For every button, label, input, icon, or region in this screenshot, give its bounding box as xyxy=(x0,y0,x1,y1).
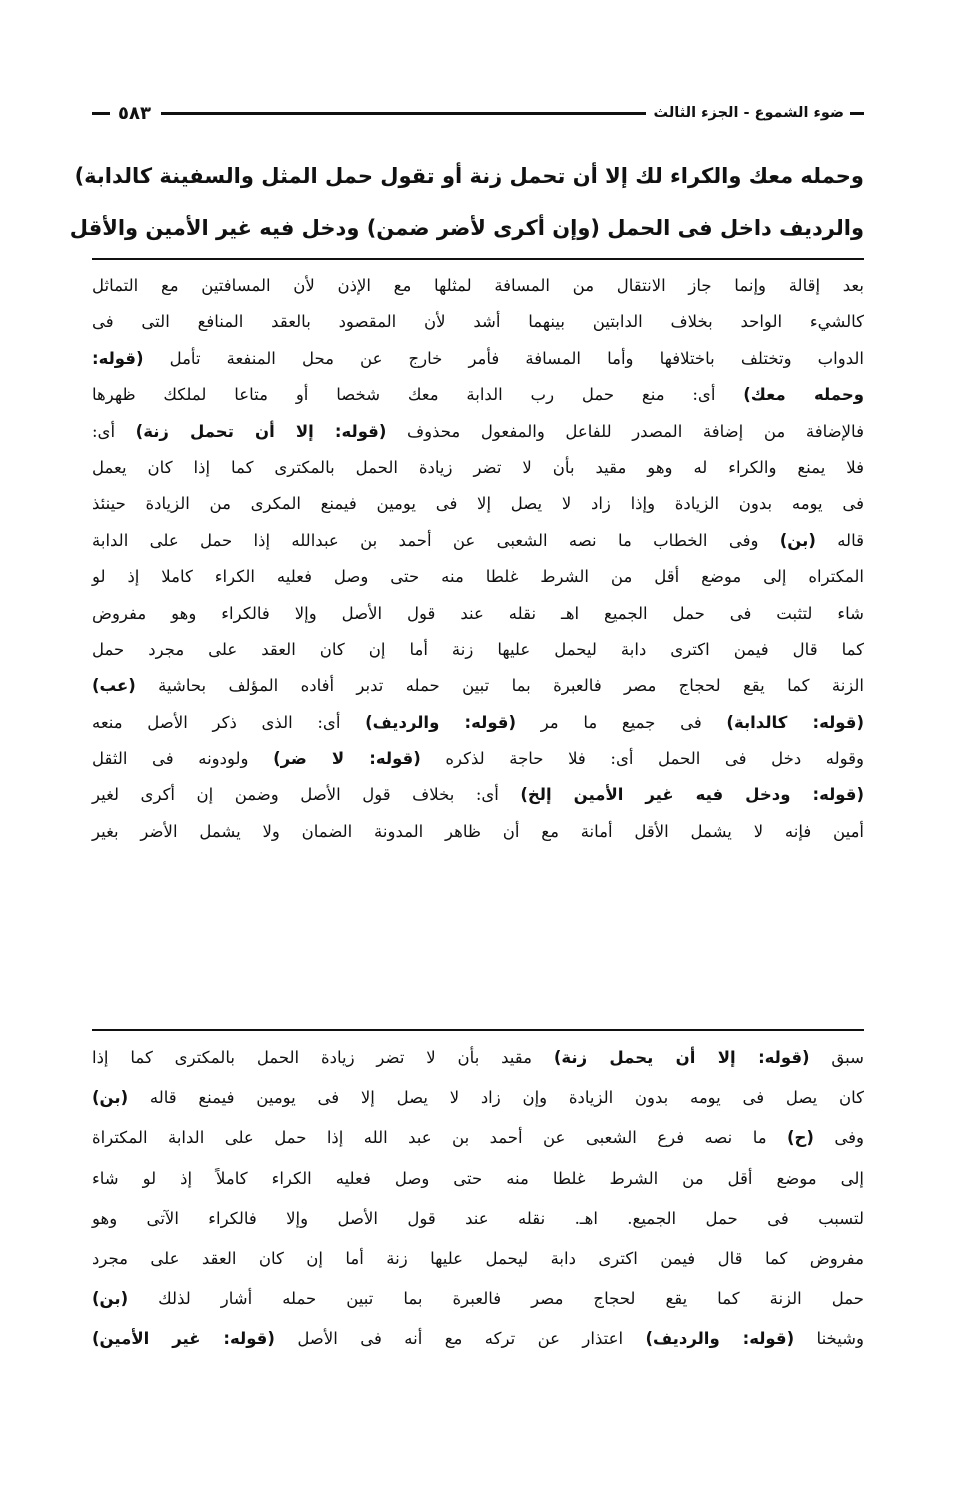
gloss-line xyxy=(92,1319,864,1359)
page-number: ٥٨٣ xyxy=(118,102,151,124)
commentary-line xyxy=(92,377,864,413)
commentary-line xyxy=(92,486,864,522)
text-segment: سبق xyxy=(809,1048,864,1067)
bold-segment: (عب) xyxy=(92,676,136,696)
text-segment: قاله xyxy=(815,530,864,550)
commentary-line xyxy=(92,668,864,704)
text-segment: فى يومه بدون الزيادة وإذا زاد لا يصل إلا فى يومين فيمنع المكرى من الزيادة حينئذ xyxy=(92,494,864,514)
text-segment: ما نصه فرع الشعبى عن أحمد بن عبد الله إذا حمل على الدابة المكتراة xyxy=(92,1128,787,1148)
commentary-text xyxy=(92,268,864,850)
gloss-line xyxy=(92,1279,864,1319)
commentary-line xyxy=(92,268,864,304)
text-segment: المكتراه إلى موضع أقل من الشرط غلطا منه حتى وصل فعليه الكراء كاملا إذ لو xyxy=(92,567,864,587)
commentary-line xyxy=(92,777,864,813)
text-segment: الدواب وتختلف باختلافها وأما المسافة فأمر خارج عن محل المنفعة تأمل xyxy=(143,348,864,368)
bold-segment: (قوله: غير الأمين) xyxy=(92,1329,275,1349)
bold-segment: (قوله: والرديف) xyxy=(365,712,517,732)
gloss-line xyxy=(92,1159,864,1199)
footnote-divider xyxy=(92,1029,864,1031)
gloss-line xyxy=(92,1239,864,1279)
text-segment: كان يصل فى يومه بدون الزيادة وإن زاد لا يصل إلا فى يومين فيمنع قاله xyxy=(128,1088,864,1108)
bold-segment: (قوله: والرديف) xyxy=(645,1329,795,1349)
gloss-line xyxy=(92,1118,864,1158)
bold-segment: (بن) xyxy=(92,1088,129,1108)
commentary-line xyxy=(92,559,864,595)
matn-line xyxy=(69,202,864,254)
commentary-line xyxy=(92,523,864,559)
header-rule xyxy=(161,112,646,115)
text-segment: كما قال فيمن اكترى دابة ليحمل عليها زنة أما إن كان العقد على مجرد حمل xyxy=(92,639,864,659)
header-dash-right xyxy=(850,112,864,115)
text-segment: أى: xyxy=(92,421,136,441)
running-title: ضوء الشموع - الجزء الثالث xyxy=(653,105,844,121)
text-segment: فلا يمنع والكراء له وهو مقيد بأن لا تضر زيادة الحمل بالمكترى كما إذا كان يعمل xyxy=(92,457,864,477)
commentary-line xyxy=(92,450,864,486)
gloss-text xyxy=(92,1038,864,1360)
text-segment: ولودونه فى الثقل xyxy=(92,749,274,769)
bold-segment: (ح) xyxy=(786,1128,814,1148)
bold-segment: (قوله: لا ضر) xyxy=(273,749,421,769)
text-segment: بعد إقالة وإنما جاز الانتقال من المسافة لمثلها مع الإذن لأن المسافتين مع التماثل xyxy=(92,276,864,295)
text-segment: لتسبب فى حمل الجميع. اهـ. نقله عند قول الأصل وإلا فالكراء الآتى وهو xyxy=(92,1208,864,1228)
text-segment: أى: بخلاف قول الأصل وضمن إن أكرى لغير xyxy=(92,785,521,805)
bold-segment: (قوله: إلا أن تحمل زنة) xyxy=(135,421,387,441)
matn-rule xyxy=(92,258,864,260)
matn-line xyxy=(74,150,864,202)
text-segment: وقوله دخل فى الحمل أى: فلا حاجة لذكره xyxy=(420,749,864,769)
text-segment: مفروض كما قال فيمن اكترى دابة ليحمل عليها زنة أما إن كان العقد على مجرد xyxy=(92,1248,864,1268)
text-segment: اعتذار عن تركه مع أنه فى الأصل xyxy=(274,1329,646,1349)
commentary-line xyxy=(92,705,864,741)
text-segment: مقيد بأن لا تضر زيادة الحمل بالمكترى كما إذا xyxy=(92,1048,554,1067)
bold-segment: (قوله: ودخل فيه غير الأمين إلخ) xyxy=(520,785,864,805)
commentary-line xyxy=(92,341,864,377)
commentary-line xyxy=(92,741,864,777)
bold-segment: وحمله معك والكراء لك إلا أن تحمل زنة أو تقول حمل المثل والسفينة كالدابة) xyxy=(74,164,864,188)
text-segment: أمين فإنه لا يشمل الأقل أمانة مع أن ظاهر المدونة الضمان ولا يشمل الأضر بغير xyxy=(92,821,864,841)
commentary-line xyxy=(92,304,864,340)
text-segment: حمل الزنة كما يقع لحجاج مصر فالعبرة بما تبين حمله أشار لذلك xyxy=(128,1289,864,1309)
text-segment: فى جميع ما مر xyxy=(516,712,727,732)
header-dash-left xyxy=(92,112,110,115)
bold-segment: (قوله: xyxy=(92,348,144,368)
text-segment: أى: منع حمل رب الدابة معك شخصا أو متاعا لملكك ظهرها xyxy=(92,385,744,405)
gloss-line xyxy=(92,1078,864,1118)
bold-segment: (بن) xyxy=(779,530,816,550)
bold-segment: (قوله: كالدابة) xyxy=(726,712,864,732)
text-segment: أى: الذى ذكر الأصل منعه xyxy=(92,712,366,732)
text-segment: إلى موضع أقل من الشرط غلطا منه حتى وصل فعليه الكراء كاملاً إذ لو شاء xyxy=(92,1168,864,1188)
bold-segment: (قوله: إلا أن يحمل زنة) xyxy=(553,1048,810,1067)
text-segment: وفى xyxy=(813,1128,864,1148)
commentary-line xyxy=(92,814,864,850)
commentary-line xyxy=(92,414,864,450)
text-segment: الزنة كما يقع لحجاج مصر فالعبرة بما تبين حمله تدبر أفاده المؤلف بحاشية xyxy=(135,676,865,696)
bold-segment: والرديف داخل فى الحمل (وإن أكرى لأضر ضمن) ودخل فيه غير الأمين والأقل xyxy=(69,216,864,240)
gloss-line xyxy=(92,1038,864,1078)
gloss-line xyxy=(92,1199,864,1239)
bold-segment: (بن) xyxy=(92,1289,129,1309)
text-segment: شاء لتثبت فى حمل الجميع اهـ نقله عند قول الأصل وإلا فالكراء وهو مفروض xyxy=(92,603,864,623)
bold-segment: وحمله معك) xyxy=(743,385,864,405)
matn-text xyxy=(69,150,864,254)
text-segment: كالشيء الواحد بخلاف الدابتين بينهما أشد لأن المقصود بالعقد المنافع التى فى xyxy=(92,312,864,332)
page-header xyxy=(92,96,864,130)
commentary-line xyxy=(92,632,864,668)
text-segment: وفى الخطاب ما نصه الشعبى عن أحمد بن عبدالله إذا حمل على الدابة xyxy=(92,530,780,550)
text-segment: وشيخنا xyxy=(794,1329,864,1349)
commentary-line xyxy=(92,596,864,632)
text-segment: فالإضافة من إضافة المصدر للفاعل والمفعول محذوف xyxy=(386,421,864,441)
